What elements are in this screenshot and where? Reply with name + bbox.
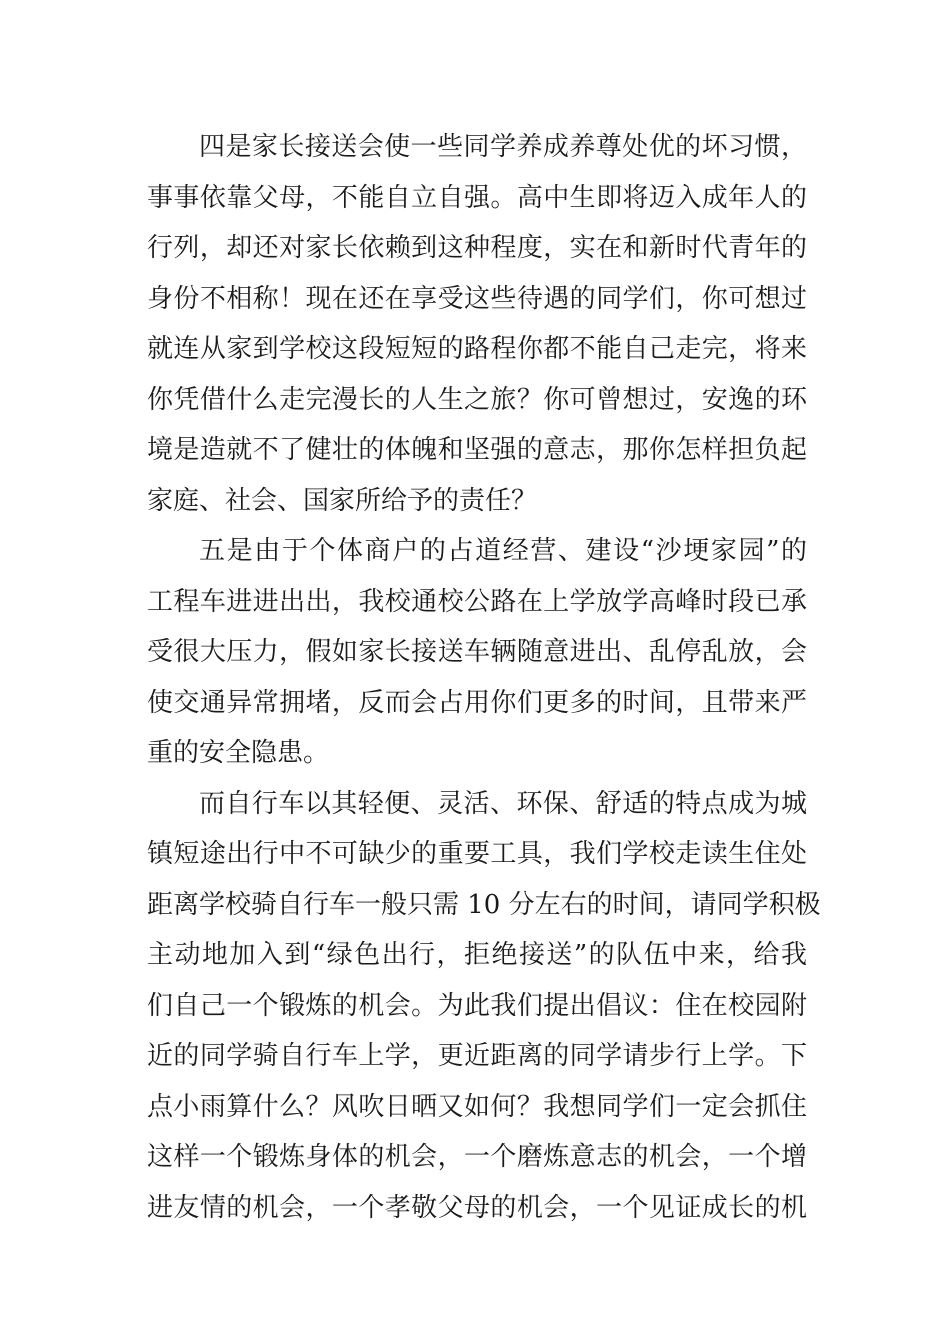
paragraph-line: 近的同学骑自行车上学，更近距离的同学请步行上学。下 bbox=[147, 1041, 807, 1071]
paragraph-line: 重的安全隐患。 bbox=[147, 738, 330, 768]
paragraph-line: 家庭、社会、国家所给予的责任？ bbox=[147, 485, 538, 516]
paragraph-line: 就连从家到学校这段短短的路程你都不能自己走完，将来 bbox=[147, 334, 807, 364]
paragraph-line: 镇短途出行中不可缺少的重要工具，我们学校走读生住处 bbox=[147, 839, 807, 869]
paragraph-line: 们自己一个锻炼的机会。为此我们提出倡议：住在校园附 bbox=[147, 990, 807, 1021]
paragraph-bicycle bbox=[147, 779, 821, 1234]
paragraph-5 bbox=[147, 526, 807, 779]
paragraph-line: 行列，却还对家长依赖到这种程度，实在和新时代青年的 bbox=[147, 233, 807, 263]
paragraph-line: 五是由于个体商户的占道经营、建设“沙埂家园”的 bbox=[199, 536, 807, 566]
paragraph-line: 境是造就不了健壮的体魄和坚强的意志，那你怎样担负起 bbox=[147, 435, 807, 465]
paragraph-line: 受很大压力，假如家长接送车辆随意进出、乱停乱放，会 bbox=[147, 637, 807, 667]
paragraph-line: 身份不相称！现在还在享受这些待遇的同学们，你可想过 bbox=[147, 283, 807, 314]
paragraph-line: 而自行车以其轻便、灵活、环保、舒适的特点成为城 bbox=[199, 788, 807, 819]
paragraph-line: 这样一个锻炼身体的机会，一个磨炼意志的机会，一个增 bbox=[147, 1142, 807, 1172]
paragraph-line: 事事依靠父母，不能自立自强。高中生即将迈入成年人的 bbox=[147, 182, 807, 213]
paragraph-line: 四是家长接送会使一些同学养成养尊处优的坏习惯， bbox=[199, 132, 807, 162]
document-body bbox=[147, 122, 821, 1233]
paragraph-line: 距离学校骑自行车一般只需 10 分左右的时间，请同学积极 bbox=[147, 889, 821, 920]
paragraph-line: 主动地加入到“绿色出行，拒绝接送”的队伍中来，给我 bbox=[147, 940, 807, 970]
paragraph-line: 进友情的机会，一个孝敬父母的机会，一个见证成长的机 bbox=[147, 1192, 807, 1223]
paragraph-line: 点小雨算什么？风吹日晒又如何？我想同学们一定会抓住 bbox=[147, 1091, 807, 1122]
paragraph-line: 工程车进进出出，我校通校公路在上学放学高峰时段已承 bbox=[147, 586, 807, 617]
paragraph-4 bbox=[147, 122, 807, 526]
paragraph-line: 使交通异常拥堵，反而会占用你们更多的时间，且带来严 bbox=[147, 687, 807, 718]
paragraph-line: 你凭借什么走完漫长的人生之旅？你可曾想过，安逸的环 bbox=[147, 384, 807, 415]
